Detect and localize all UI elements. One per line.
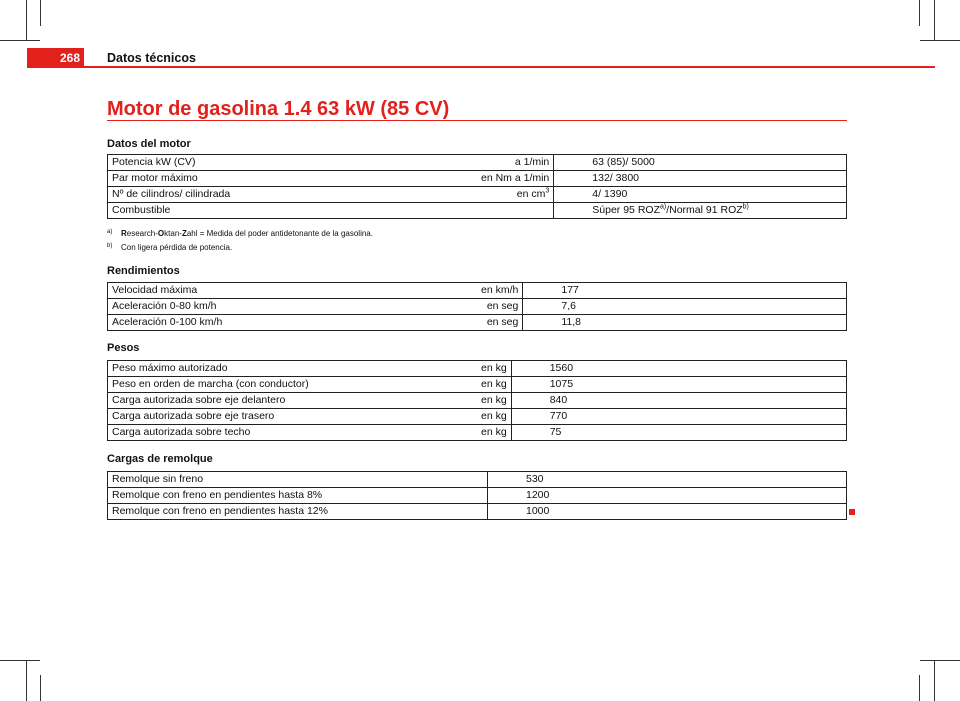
footnote-b xyxy=(107,243,232,252)
row-unit: en kg xyxy=(477,377,511,393)
crop-mark xyxy=(0,660,40,661)
row-unit: en kg xyxy=(477,361,511,377)
crop-mark xyxy=(40,0,41,26)
fuel-value-b: /Normal 91 ROZ xyxy=(666,204,743,216)
row-label: Velocidad máxima xyxy=(108,283,478,299)
crop-mark xyxy=(26,661,27,701)
row-label: Peso en orden de marcha (con conductor) xyxy=(108,377,478,393)
fuel-value-a: Súper 95 ROZ xyxy=(592,204,660,216)
table-row xyxy=(108,409,847,425)
table-row xyxy=(108,315,847,331)
row-value: 770 xyxy=(511,409,846,425)
row-value: 132/ 3800 xyxy=(554,171,847,187)
row-unit xyxy=(477,203,554,219)
table-row xyxy=(108,155,847,171)
table-row xyxy=(108,504,847,520)
row-value: 840 xyxy=(511,393,846,409)
footnote-text: ahl = Medida del poder antidetonante de la gasolina. xyxy=(186,229,373,238)
section-heading-rendimientos: Rendimientos xyxy=(107,265,180,277)
remolque-table xyxy=(107,471,847,520)
table-row xyxy=(108,377,847,393)
row-label: Remolque con freno en pendientes hasta 8% xyxy=(108,488,488,504)
crop-mark xyxy=(934,661,935,701)
row-value: 1075 xyxy=(511,377,846,393)
crop-mark xyxy=(934,0,935,40)
footnote-text: ktan- xyxy=(164,229,182,238)
table-row xyxy=(108,187,847,203)
row-label: Aceleración 0-100 km/h xyxy=(108,315,478,331)
unit-superscript: 3 xyxy=(545,187,550,195)
page-title: Motor de gasolina 1.4 63 kW (85 CV) xyxy=(107,98,450,120)
table-row xyxy=(108,393,847,409)
crop-mark xyxy=(26,0,27,40)
crop-mark xyxy=(40,675,41,701)
header-rule xyxy=(84,66,935,68)
row-unit: en seg xyxy=(477,299,523,315)
table-row xyxy=(108,203,847,219)
row-value: 75 xyxy=(511,425,846,441)
crop-mark xyxy=(0,40,40,41)
footnote-ref-b: b) xyxy=(742,203,749,211)
row-label: Peso máximo autorizado xyxy=(108,361,478,377)
running-title: Datos técnicos xyxy=(107,51,196,65)
section-heading-pesos: Pesos xyxy=(107,342,140,354)
row-unit: en seg xyxy=(477,315,523,331)
table-row xyxy=(108,425,847,441)
table-row xyxy=(108,361,847,377)
row-unit: en km/h xyxy=(477,283,523,299)
table-row xyxy=(108,283,847,299)
row-value: 177 xyxy=(523,283,847,299)
row-value: 530 xyxy=(488,472,847,488)
row-value: 63 (85)/ 5000 xyxy=(554,155,847,171)
footnote-bold-letter: R xyxy=(121,229,127,238)
pesos-table xyxy=(107,360,847,441)
row-value: 1200 xyxy=(488,488,847,504)
table-row xyxy=(108,488,847,504)
crop-mark xyxy=(920,660,960,661)
row-unit: en Nm a 1/min xyxy=(477,171,554,187)
footnote-text: esearch- xyxy=(126,229,158,238)
motor-table xyxy=(107,154,847,219)
footnote-text: Con ligera pérdida de potencia. xyxy=(121,243,233,252)
row-unit-cell xyxy=(477,187,554,203)
row-value-cell xyxy=(554,203,847,219)
row-value: 11,8 xyxy=(523,315,847,331)
table-row xyxy=(108,472,847,488)
row-label: Aceleración 0-80 km/h xyxy=(108,299,478,315)
footnote-marker: b) xyxy=(107,243,113,249)
row-label: Combustible xyxy=(108,203,478,219)
rendimientos-table xyxy=(107,282,847,331)
row-unit: en kg xyxy=(477,409,511,425)
row-label: Remolque con freno en pendientes hasta 12% xyxy=(108,504,488,520)
row-label: Par motor máximo xyxy=(108,171,478,187)
row-unit: en kg xyxy=(477,393,511,409)
row-value: 1560 xyxy=(511,361,846,377)
end-of-section-mark xyxy=(849,509,855,515)
crop-mark xyxy=(919,0,920,26)
footnote-bold-letter: Z xyxy=(181,229,187,238)
row-label: Carga autorizada sobre eje delantero xyxy=(108,393,478,409)
footnote-a xyxy=(107,229,373,238)
row-label: Potencia kW (CV) xyxy=(108,155,478,171)
table-row xyxy=(108,299,847,315)
table-row xyxy=(108,171,847,187)
footnote-bold-letter: O xyxy=(157,229,165,238)
row-unit: a 1/min xyxy=(477,155,554,171)
row-unit: en cm xyxy=(516,188,546,200)
row-value: 4/ 1390 xyxy=(554,187,847,203)
row-unit: en kg xyxy=(477,425,511,441)
row-label: Remolque sin freno xyxy=(108,472,488,488)
row-value: 7,6 xyxy=(523,299,847,315)
section-heading-remolque: Cargas de remolque xyxy=(107,453,213,465)
row-label: Carga autorizada sobre techo xyxy=(108,425,478,441)
crop-mark xyxy=(919,675,920,701)
title-rule xyxy=(107,120,847,121)
section-heading-motor: Datos del motor xyxy=(107,138,191,150)
row-label: Nº de cilindros/ cilindrada xyxy=(108,187,478,203)
footnote-marker: a) xyxy=(107,229,113,235)
footnote-ref-a: a) xyxy=(659,203,667,211)
crop-mark xyxy=(920,40,960,41)
row-value: 1000 xyxy=(488,504,847,520)
row-label: Carga autorizada sobre eje trasero xyxy=(108,409,478,425)
page-number: 268 xyxy=(27,48,84,68)
